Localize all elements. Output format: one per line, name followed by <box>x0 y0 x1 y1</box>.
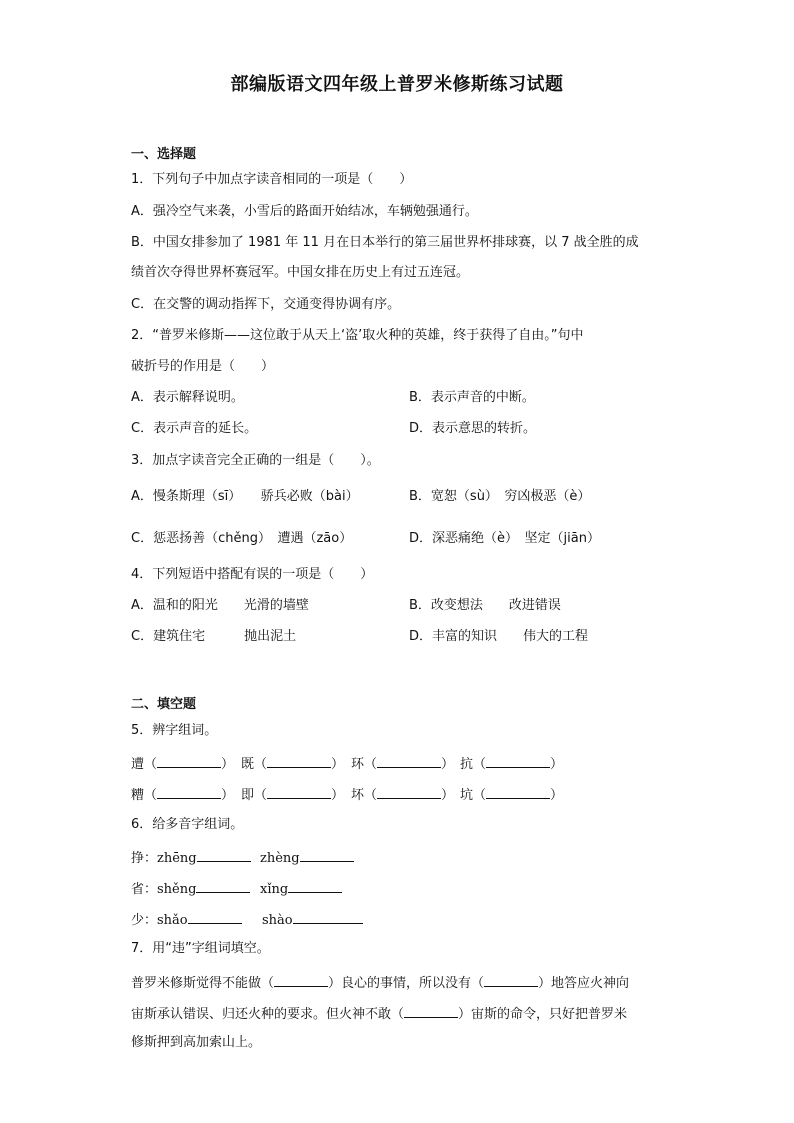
q5-char: 坏 <box>351 788 365 803</box>
q6-pinyin: xǐng <box>260 882 289 897</box>
q6-char: 省： <box>131 882 158 897</box>
q2-stem-line1: 2．“普罗米修斯——这位敢于从天上‘盗’取火种的英雄，终于获得了自由。”句中 <box>131 328 584 343</box>
q1-stem: 1．下列句子中加点字读音相同的一项是（ ） <box>131 172 413 187</box>
answer-blank[interactable] <box>267 753 331 768</box>
answer-blank[interactable] <box>486 784 550 799</box>
q7-text: ）良心的事情，所以没有（ <box>328 976 485 991</box>
q1-option-c: C．在交警的调动指挥下，交通变得协调有序。 <box>131 297 401 312</box>
section-heading-choice: 一、选择题 <box>131 147 197 162</box>
q4-option-c: C．建筑住宅 抛出泥土 <box>131 629 297 644</box>
answer-blank[interactable] <box>486 753 550 768</box>
q7-line3: 修斯押到高加索山上。 <box>131 1035 262 1050</box>
answer-blank[interactable] <box>196 878 250 893</box>
q3-option-d: D．深恶痛绝（è） 坚定（jiān） <box>409 531 600 546</box>
answer-blank[interactable] <box>404 1003 458 1018</box>
q2-option-a: A．表示解释说明。 <box>131 390 244 405</box>
answer-blank[interactable] <box>274 972 328 987</box>
q6-row <box>131 878 250 899</box>
q6-char: 少： <box>131 913 158 928</box>
q5-char: 即 <box>241 788 255 803</box>
q3-option-a: A．慢条斯理（sī） 骄兵必败（bài） <box>131 489 359 504</box>
q6-pinyin: shào <box>262 913 293 928</box>
q7-text: 宙斯承认错误、归还火种的要求。但火神不敢（ <box>131 1007 405 1022</box>
q5-item: 抗（ ） <box>460 753 563 774</box>
q5-item: 坏（ ） <box>351 784 454 805</box>
q6-row <box>260 878 342 899</box>
answer-blank[interactable] <box>197 847 251 862</box>
q7-stem: 7．用“违”字组词填空。 <box>131 941 270 956</box>
q5-item: 坑（ ） <box>460 784 563 805</box>
q7-text: 普罗米修斯觉得不能做（ <box>131 976 275 991</box>
answer-blank[interactable] <box>288 878 342 893</box>
q5-item: 既（ ） <box>241 753 344 774</box>
q5-char: 遭 <box>131 757 145 772</box>
q5-char: 抗 <box>460 757 474 772</box>
q6-pinyin: zhēng <box>157 851 197 866</box>
q7-text: ）地答应火神向 <box>538 976 630 991</box>
q2-stem-line2: 破折号的作用是（ ） <box>131 359 275 374</box>
q1-option-a: A．强冷空气来袭，小雪后的路面开始结冰，车辆勉强通行。 <box>131 204 478 219</box>
answer-blank[interactable] <box>377 784 441 799</box>
q1-option-b-line1: B．中国女排参加了 1981 年 11 月在日本举行的第三届世界杯排球赛，以 7 战全胜的成 <box>131 235 639 250</box>
q2-option-c: C．表示声音的延长。 <box>131 421 258 436</box>
q6-row <box>262 909 363 930</box>
q6-stem: 6．给多音字组词。 <box>131 817 244 832</box>
q5-item: 即（ ） <box>241 784 344 805</box>
q6-row <box>131 909 242 930</box>
answer-blank[interactable] <box>188 909 242 924</box>
answer-blank[interactable] <box>300 847 354 862</box>
answer-blank[interactable] <box>157 753 221 768</box>
page-title: 部编版语文四年级上普罗米修斯练习试题 <box>230 74 564 95</box>
answer-blank[interactable] <box>484 972 538 987</box>
answer-blank[interactable] <box>267 784 331 799</box>
q7-text: ）宙斯的命令，只好把普罗米 <box>458 1007 628 1022</box>
q5-item: 环（ ） <box>351 753 454 774</box>
q5-stem: 5．辨字组词。 <box>131 723 218 738</box>
q4-option-d: D．丰富的知识 伟大的工程 <box>409 629 589 644</box>
answer-blank[interactable] <box>293 909 363 924</box>
q6-char: 挣： <box>131 851 158 866</box>
q4-option-b: B．改变想法 改进错误 <box>409 598 561 613</box>
q5-item: 糟（ ） <box>131 784 234 805</box>
q7-line2 <box>131 1003 627 1024</box>
q4-option-a: A．温和的阳光 光滑的墙壁 <box>131 598 309 613</box>
q5-char: 坑 <box>460 788 474 803</box>
q2-option-d: D．表示意思的转折。 <box>409 421 537 436</box>
q3-option-c: C．惩恶扬善（chěng） 遭遇（zāo） <box>131 531 353 546</box>
q2-option-b: B．表示声音的中断。 <box>409 390 535 405</box>
q5-char: 环 <box>351 757 365 772</box>
q3-stem: 3．加点字读音完全正确的一组是（ ）。 <box>131 453 380 468</box>
answer-blank[interactable] <box>377 753 441 768</box>
answer-blank[interactable] <box>157 784 221 799</box>
q5-item: 遭（ ） <box>131 753 234 774</box>
q6-pinyin: shěng <box>157 882 197 897</box>
q4-stem: 4．下列短语中搭配有误的一项是（ ） <box>131 567 374 582</box>
q1-option-b-line2: 绩首次夺得世界杯赛冠军。中国女排在历史上有过五连冠。 <box>131 265 470 280</box>
q5-char: 既 <box>241 757 255 772</box>
section-heading-fill: 二、填空题 <box>131 697 197 712</box>
q6-pinyin: shǎo <box>157 913 188 928</box>
q6-row <box>131 847 251 868</box>
q6-row <box>260 847 354 868</box>
q7-line1 <box>131 972 629 993</box>
q3-option-b: B．宽恕（sù） 穷凶极恶（è） <box>409 489 591 504</box>
q6-pinyin: zhèng <box>260 851 300 866</box>
q5-char: 糟 <box>131 788 145 803</box>
